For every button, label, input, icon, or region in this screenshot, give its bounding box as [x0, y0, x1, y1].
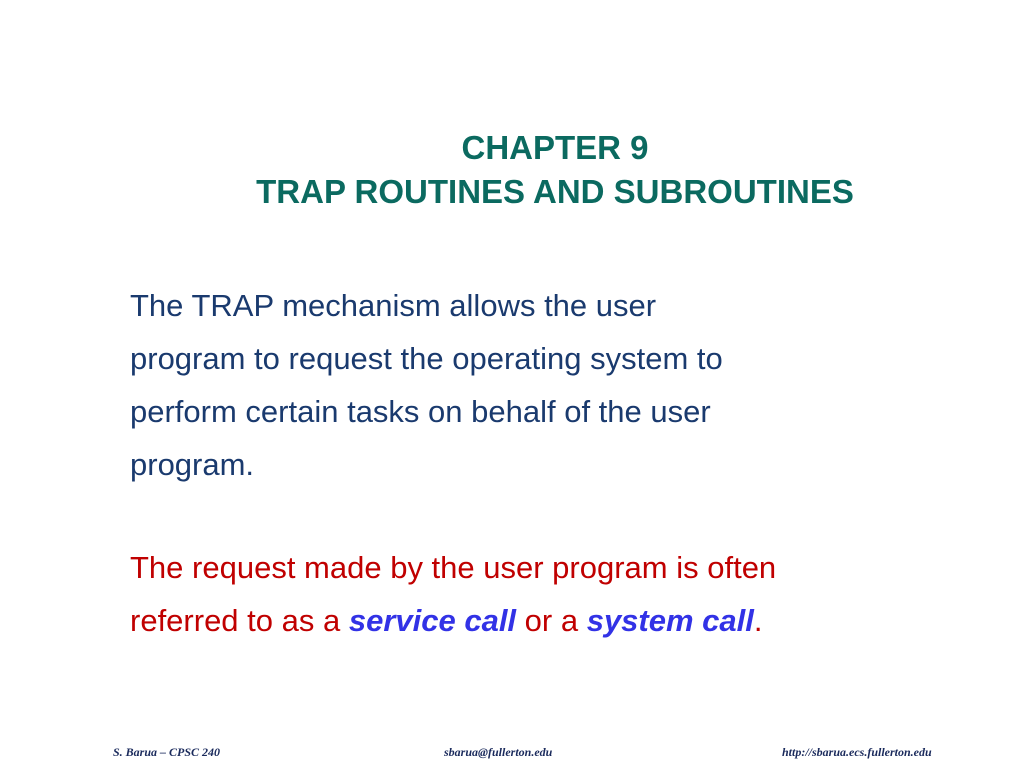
paragraph-1-line-4: program.	[130, 447, 255, 482]
paragraph-2-line-2	[130, 594, 1010, 647]
paragraph-trap-mechanism	[130, 279, 1010, 491]
paragraph-service-call	[130, 541, 1010, 647]
footer-author: S. Barua – CPSC 240	[113, 745, 221, 759]
footer-email: sbarua@fullerton.edu	[444, 745, 553, 759]
paragraph-2-suffix: .	[753, 603, 763, 638]
paragraph-1-line-1: The TRAP mechanism allows the user	[130, 288, 657, 323]
term-system-call: system call	[586, 603, 754, 638]
paragraph-1-line-2: program to request the operating system to	[130, 341, 723, 376]
slide-title-line-2: TRAP ROUTINES AND SUBROUTINES	[256, 173, 854, 210]
paragraph-1-line-3: perform certain tasks on behalf of the user	[130, 394, 711, 429]
paragraph-2-line-1: The request made by the user program is often	[130, 550, 777, 585]
term-service-call: service call	[348, 603, 517, 638]
slide-title-line-1: CHAPTER 9	[461, 129, 649, 166]
paragraph-2-prefix: referred to as a	[130, 603, 349, 638]
paragraph-2-middle: or a	[516, 603, 587, 638]
footer-website: http://sbarua.ecs.fullerton.edu	[782, 745, 932, 759]
